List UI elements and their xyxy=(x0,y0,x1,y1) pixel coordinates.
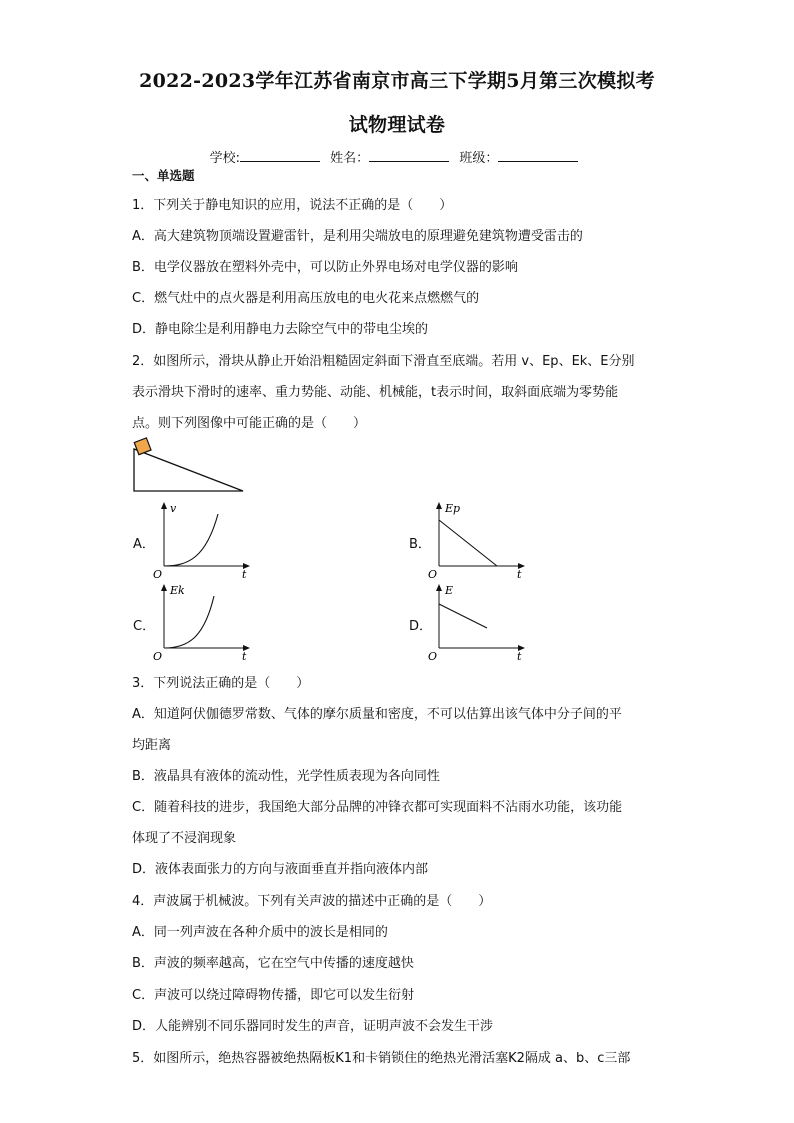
graph-a-curve xyxy=(164,514,218,566)
graph-b-y-arrow xyxy=(436,502,442,509)
q4-option-c: C．声波可以绕过障碍物传播，即它可以发生衍射 xyxy=(132,988,415,1003)
graph-a-y-arrow xyxy=(161,502,167,509)
q5-stem: 5．如图所示，绝热容器被绝热隔板K1和卡销锁住的绝热光滑活塞K2隔成 a、b、c三部 xyxy=(132,1051,631,1066)
graph-d-origin: O xyxy=(428,650,438,662)
q2-option-a-label: A． xyxy=(133,537,155,552)
q4-option-a: A．同一列声波在各种介质中的波长是相同的 xyxy=(132,925,388,940)
graph-a-v-t xyxy=(150,500,260,580)
q2-option-c-label: C． xyxy=(133,619,156,634)
graph-d-line xyxy=(439,604,487,628)
q3-line-5: 体现了不浸润现象 xyxy=(132,831,237,846)
q3-line-6: D．液体表面张力的方向与液面垂直并指向液体内部 xyxy=(132,862,429,877)
incline-triangle xyxy=(134,449,243,491)
q1-stem: 1．下列关于静电知识的应用，说法不正确的是（ ） xyxy=(132,198,453,213)
graph-c-t-label: t xyxy=(242,650,247,662)
section-title: 一、单选题 xyxy=(132,168,195,183)
graph-c-ek-t xyxy=(150,582,260,662)
graph-a-origin: O xyxy=(153,568,163,580)
graph-a-t-label: t xyxy=(242,568,247,580)
q3-line-3: B．液晶具有液体的流动性，光学性质表现为各向同性 xyxy=(132,769,440,784)
q2-stem-line-3: 点。则下列图像中可能正确的是（ ） xyxy=(132,416,367,431)
q4-option-d: D．人能辨别不同乐器同时发生的声音，证明声波不会发生干涉 xyxy=(132,1019,494,1034)
graph-c-curve xyxy=(164,596,214,648)
graph-b-line xyxy=(439,520,497,566)
sliding-block xyxy=(134,438,151,455)
graph-b-t-label: t xyxy=(517,568,522,580)
q4-stem: 4．声波属于机械波。下列有关声波的描述中正确的是（ ） xyxy=(132,894,492,909)
page-title-line-1: 2022-2023学年江苏省南京市高三下学期5月第三次模拟考 xyxy=(139,70,655,92)
graph-b-ep-t xyxy=(425,500,535,580)
class-blank xyxy=(498,149,578,162)
q3-stem: 3．下列说法正确的是（ ） xyxy=(132,676,310,691)
q2-stem-line-2: 表示滑块下滑时的速率、重力势能、动能、机械能，t表示时间，取斜面底端为零势能 xyxy=(132,385,619,400)
q4-option-b: B．声波的频率越高，它在空气中传播的速度越快 xyxy=(132,956,414,971)
graph-b-origin: O xyxy=(428,568,438,580)
q2-option-b-label: B． xyxy=(409,537,431,552)
q2-stem-line-1: 2．如图所示，滑块从静止开始沿粗糙固定斜面下滑直至底端。若用 v、Ep、Ek、E分别 xyxy=(132,354,635,369)
q1-option-d: D．静电除尘是利用静电力去除空气中的带电尘埃的 xyxy=(132,322,429,337)
graph-c-origin: O xyxy=(153,650,163,662)
graph-c-y-label: Ek xyxy=(170,584,185,597)
graph-a-y-label: v xyxy=(170,502,177,515)
school-blank xyxy=(240,149,320,162)
incline-figure xyxy=(128,435,252,499)
q3-line-2: 均距离 xyxy=(132,738,172,753)
graph-d-t-label: t xyxy=(517,650,522,662)
name-blank xyxy=(369,149,449,162)
class-label: 班级： xyxy=(459,151,499,166)
page-title-line-2: 试物理试卷 xyxy=(348,114,446,136)
graph-d-e-t xyxy=(425,582,535,662)
q2-option-d-label: D． xyxy=(409,619,433,634)
graph-b-y-label: Ep xyxy=(445,502,461,515)
name-label: 姓名： xyxy=(330,151,370,166)
graph-c-y-arrow xyxy=(161,584,167,591)
graph-d-y-label: E xyxy=(445,584,454,597)
q1-option-a: A．高大建筑物顶端设置避雷针，是利用尖端放电的原理避免建筑物遭受雷击的 xyxy=(132,229,583,244)
school-label: 学校: xyxy=(209,151,241,166)
q1-option-c: C．燃气灶中的点火器是利用高压放电的电火花来点燃燃气的 xyxy=(132,291,480,306)
student-info-row xyxy=(0,147,794,166)
graph-d-y-arrow xyxy=(436,584,442,591)
q1-option-b: B．电学仪器放在塑料外壳中，可以防止外界电场对电学仪器的影响 xyxy=(132,260,518,275)
q3-line-1: A．知道阿伏伽德罗常数、气体的摩尔质量和密度，不可以估算出该气体中分子间的平 xyxy=(132,707,622,722)
q3-line-4: C．随着科技的进步，我国绝大部分品牌的冲锋衣都可实现面料不沾雨水功能，该功能 xyxy=(132,800,623,815)
